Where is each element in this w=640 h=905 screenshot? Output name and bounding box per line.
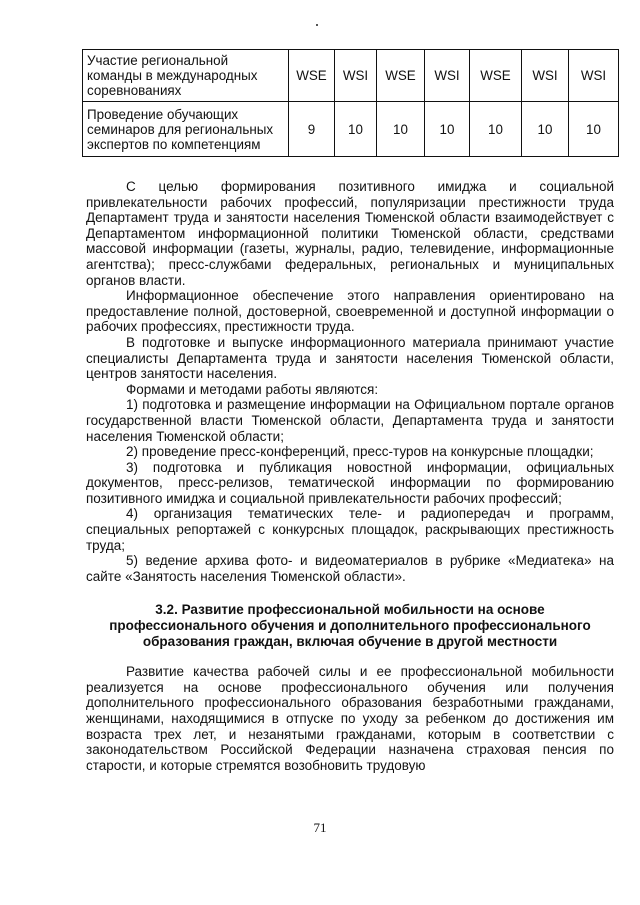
table-cell: WSE <box>289 50 335 102</box>
table-cell: WSI <box>569 50 619 102</box>
row-label: Проведение обучающих семинаров для региональных экспертов по компетенциям <box>83 102 289 157</box>
paragraph: Формами и методами работы являются: <box>126 381 379 397</box>
table-cell: WSI <box>425 50 470 102</box>
row-label: Участие региональной команды в международных соревнованиях <box>83 50 289 102</box>
table-cell: WSE <box>377 50 425 102</box>
table-cell: 10 <box>335 102 377 157</box>
indicators-table <box>82 49 619 157</box>
table-cell: WSE <box>470 50 522 102</box>
table-cell: WSI <box>522 50 569 102</box>
body-text <box>86 179 614 773</box>
section-heading: 3.2. Развитие профессиональной мобильности на основе профессионального обучения и дополнительного профессионального образования граждан, включая обучение в другой местности <box>109 602 591 649</box>
table-cell: 10 <box>425 102 470 157</box>
table-cell: 10 <box>569 102 619 157</box>
table-row <box>83 50 619 102</box>
table-cell: 10 <box>522 102 569 157</box>
paragraph: С целью формирования позитивного имиджа и социальной привлекательности рабочих профессий, популяризации престижности труда Департамент труда и занятости населения Тюменской области взаимодействует с Департаментом информационной политики Тюменской области, средствами массовой информации (газеты, журналы, радио, телевидение, информационные агентства); пресс-службами федеральных, региональных и муниципальных органов власти. <box>86 179 614 288</box>
list-item: 1) подготовка и размещение информации на Официальном портале органов государственной власти Тюменской области, Департамента труда и занятости населения Тюменской области; <box>86 397 614 444</box>
scan-dot <box>316 24 318 26</box>
list-item: 5) ведение архива фото- и видеоматериалов в рубрике «Медиатека» на сайте «Занятость населения Тюменской области». <box>86 553 614 584</box>
table-cell: 10 <box>377 102 425 157</box>
list-item: 2) проведение пресс-конференций, пресс-туров на конкурсные площадки; <box>126 444 594 460</box>
paragraph: Развитие качества рабочей силы и ее профессиональной мобильности реализуется на основе профессионального обучения или получения дополнительного профессионального образования безработными гражданами, женщинами, находящимися в отпуске по уходу за ребенком до достижения им возраста трех лет, и незанятыми гражданами, которым в соответствии с законодательством Российской Федерации назначена страховая пенсия по старости, и которые стремятся возобновить трудовую <box>86 664 614 773</box>
table-cell: 9 <box>289 102 335 157</box>
list-item: 4) организация тематических теле- и радиопередач и программ, специальных репортажей с конкурсных площадок, раскрывающих престижность труда; <box>86 506 614 553</box>
table-cell: WSI <box>335 50 377 102</box>
table-cell: 10 <box>470 102 522 157</box>
table-row <box>83 102 619 157</box>
list-item: 3) подготовка и публикация новостной информации, официальных документов, пресс-релизов, тематической информации по формированию позитивного имиджа и социальной привлекательности рабочих профессий; <box>86 459 614 506</box>
paragraph: В подготовке и выпуске информационного материала принимают участие специалисты Департамента труда и занятости населения Тюменской области, центров занятости населения. <box>86 334 614 382</box>
page-number: 71 <box>313 820 327 835</box>
paragraph: Информационное обеспечение этого направления ориентировано на предоставление полной, достоверной, своевременной и доступной информации о рабочих профессиях, престижности труда. <box>86 288 614 335</box>
